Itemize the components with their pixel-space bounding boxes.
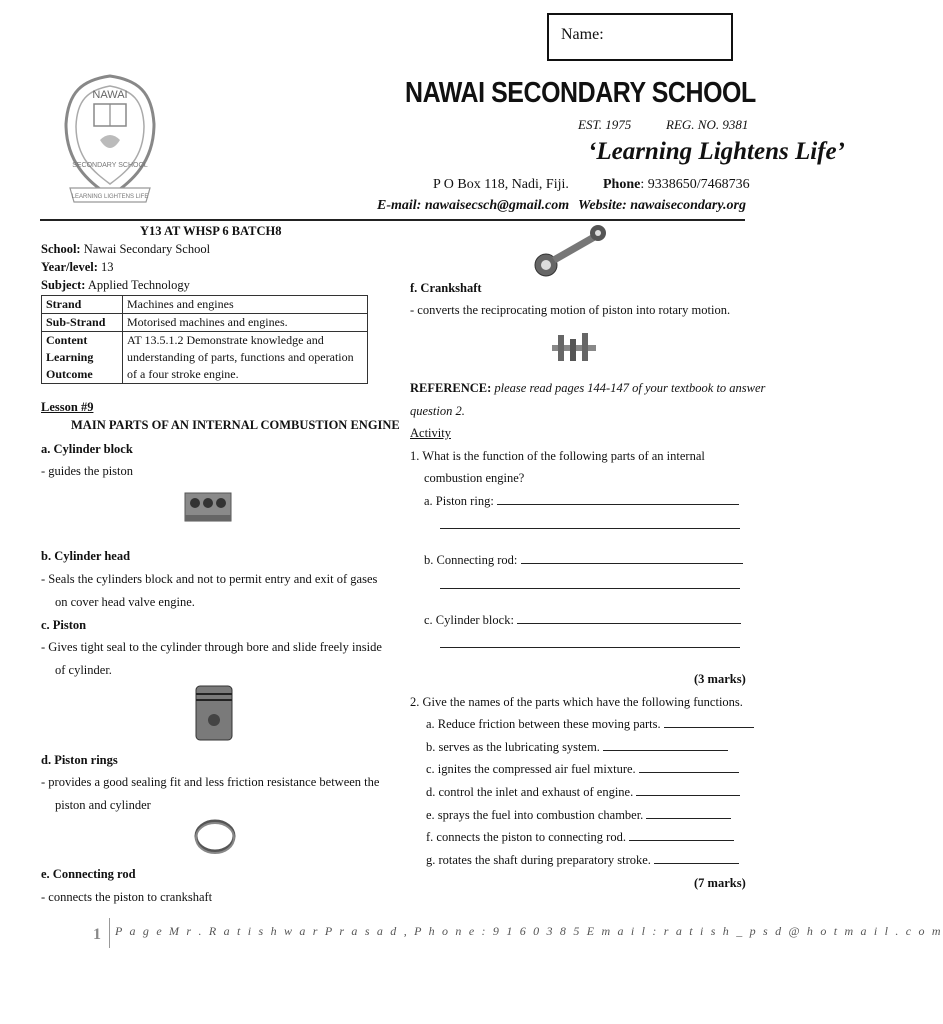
activity-heading: Activity <box>410 426 451 440</box>
batch-title: Y13 AT WHSP 6 BATCH8 <box>140 224 282 238</box>
marks-q2: (7 marks) <box>694 876 746 890</box>
answer-line[interactable] <box>521 551 743 564</box>
footer-divider <box>109 918 110 948</box>
answer-line[interactable] <box>603 738 728 751</box>
answer-line[interactable] <box>517 611 741 624</box>
q2-item: c. ignites the compressed air fuel mixture. <box>426 760 739 778</box>
connecting-rod-image <box>532 221 610 279</box>
q2-item: g. rotates the shaft during preparatory stroke. <box>426 851 739 869</box>
school-phone <box>603 177 750 193</box>
main-parts-title: MAIN PARTS OF AN INTERNAL COMBUSTION ENGINE <box>71 418 400 432</box>
piston-rings-image <box>193 816 237 856</box>
answer-line[interactable] <box>629 828 734 841</box>
logo-ring-text: SECONDARY SCHOOL <box>72 162 148 169</box>
logo-top-text: NAWAI <box>92 89 128 101</box>
phone-label: Phone <box>603 177 641 192</box>
footer-text: P a g e M r . R a t i s h w a r P r a s a d , P h o n e : 9 1 6 0 3 8 5 E m a i l : r a t i s h _ p s d @ h o t m a i l . c o m <box>115 924 943 938</box>
answer-line[interactable] <box>440 528 740 529</box>
table-row: Sub-Strand Motorised machines and engines. <box>42 314 368 332</box>
q1-piston-ring: a. Piston ring: <box>424 492 739 510</box>
cylinder-block-image <box>182 483 234 531</box>
connecting-rod-heading: e. Connecting rod <box>41 867 136 881</box>
q2-item: d. control the inlet and exhaust of engine. <box>426 783 740 801</box>
cylinder-block-heading: a. Cylinder block <box>41 442 133 456</box>
cylinder-head-text-2: on cover head valve engine. <box>55 595 195 609</box>
q2-item: a. Reduce friction between these moving parts. <box>426 715 754 733</box>
piston-rings-text-1: - provides a good sealing fit and less friction resistance between the <box>41 775 380 789</box>
school-website[interactable]: Website: nawaisecondary.org <box>578 198 746 213</box>
name-label: Name: <box>561 26 604 43</box>
subject-info-line: Subject: Applied Technology <box>41 278 190 292</box>
q2-item: e. sprays the fuel into combustion chamber. <box>426 806 731 824</box>
header-divider <box>40 219 745 221</box>
name-field-box[interactable] <box>547 13 733 61</box>
piston-text-1: - Gives tight seal to the cylinder through bore and slide freely inside <box>41 640 382 654</box>
table-row: Strand Machines and engines <box>42 296 368 314</box>
year-info-line: Year/level: 13 <box>41 260 114 274</box>
crankshaft-heading: f. Crankshaft <box>410 281 482 295</box>
cylinder-head-heading: b. Cylinder head <box>41 549 131 563</box>
answer-line[interactable] <box>654 851 739 864</box>
marks-q1: (3 marks) <box>694 672 746 686</box>
crankshaft-text: - converts the reciprocating motion of piston into rotary motion. <box>410 303 731 317</box>
piston-text-2: of cylinder. <box>55 663 112 677</box>
q1-connecting-rod: b. Connecting rod: <box>424 551 743 569</box>
crankshaft-image <box>550 325 598 371</box>
cylinder-block-text: - guides the piston <box>41 464 134 478</box>
answer-line[interactable] <box>639 760 739 773</box>
school-email[interactable]: E-mail: nawaisecsch@gmail.com <box>377 198 570 213</box>
cylinder-head-text-1: - Seals the cylinders block and not to permit entry and exit of gases <box>41 572 378 586</box>
outcome-table <box>41 295 368 384</box>
page-number: 1 <box>93 926 101 943</box>
school-address: P O Box 118, Nadi, Fiji. <box>433 177 569 192</box>
piston-image <box>188 682 240 744</box>
answer-line[interactable] <box>664 715 754 728</box>
q2-item: b. serves as the lubricating system. <box>426 738 728 756</box>
answer-line[interactable] <box>497 492 739 505</box>
logo-banner-text: LEARNING LIGHTENS LIFE <box>71 194 149 200</box>
piston-rings-text-2: piston and cylinder <box>55 798 151 812</box>
registration-number: REG. NO. 9381 <box>666 117 749 132</box>
answer-line[interactable] <box>440 647 740 648</box>
school-info-line: School: Nawai Secondary School <box>41 242 211 256</box>
question-1-line-2: combustion engine? <box>424 471 525 485</box>
answer-line[interactable] <box>636 783 740 796</box>
answer-line[interactable] <box>646 806 731 819</box>
answer-line[interactable] <box>440 588 740 589</box>
reference-line-1: REFERENCE: please read pages 144-147 of your textbook to answer <box>410 381 766 395</box>
school-name-title: NAWAI SECONDARY SCHOOL <box>405 77 756 109</box>
q2-item: f. connects the piston to connecting rod. <box>426 828 734 846</box>
table-row: Content Learning Outcome AT 13.5.1.2 Demonstrate knowledge and understanding of parts, functions and operation of a four stroke engine. <box>42 332 368 384</box>
school-motto: ‘Learning Lightens Life’ <box>588 138 845 165</box>
q1-cylinder-block: c. Cylinder block: <box>424 611 741 629</box>
question-1-line-1: 1. What is the function of the following parts of an internal <box>410 449 705 463</box>
question-2: 2. Give the names of the parts which have the following functions. <box>410 695 743 709</box>
school-crest-logo <box>60 72 160 212</box>
piston-rings-heading: d. Piston rings <box>41 753 118 767</box>
connecting-rod-text: - connects the piston to crankshaft <box>41 890 213 904</box>
established-year: EST. 1975 <box>578 117 632 132</box>
piston-heading: c. Piston <box>41 618 87 632</box>
phone-value: : 9338650/7468736 <box>640 177 750 192</box>
lesson-label: Lesson #9 <box>41 400 94 414</box>
reference-line-2: question 2. <box>410 404 465 418</box>
